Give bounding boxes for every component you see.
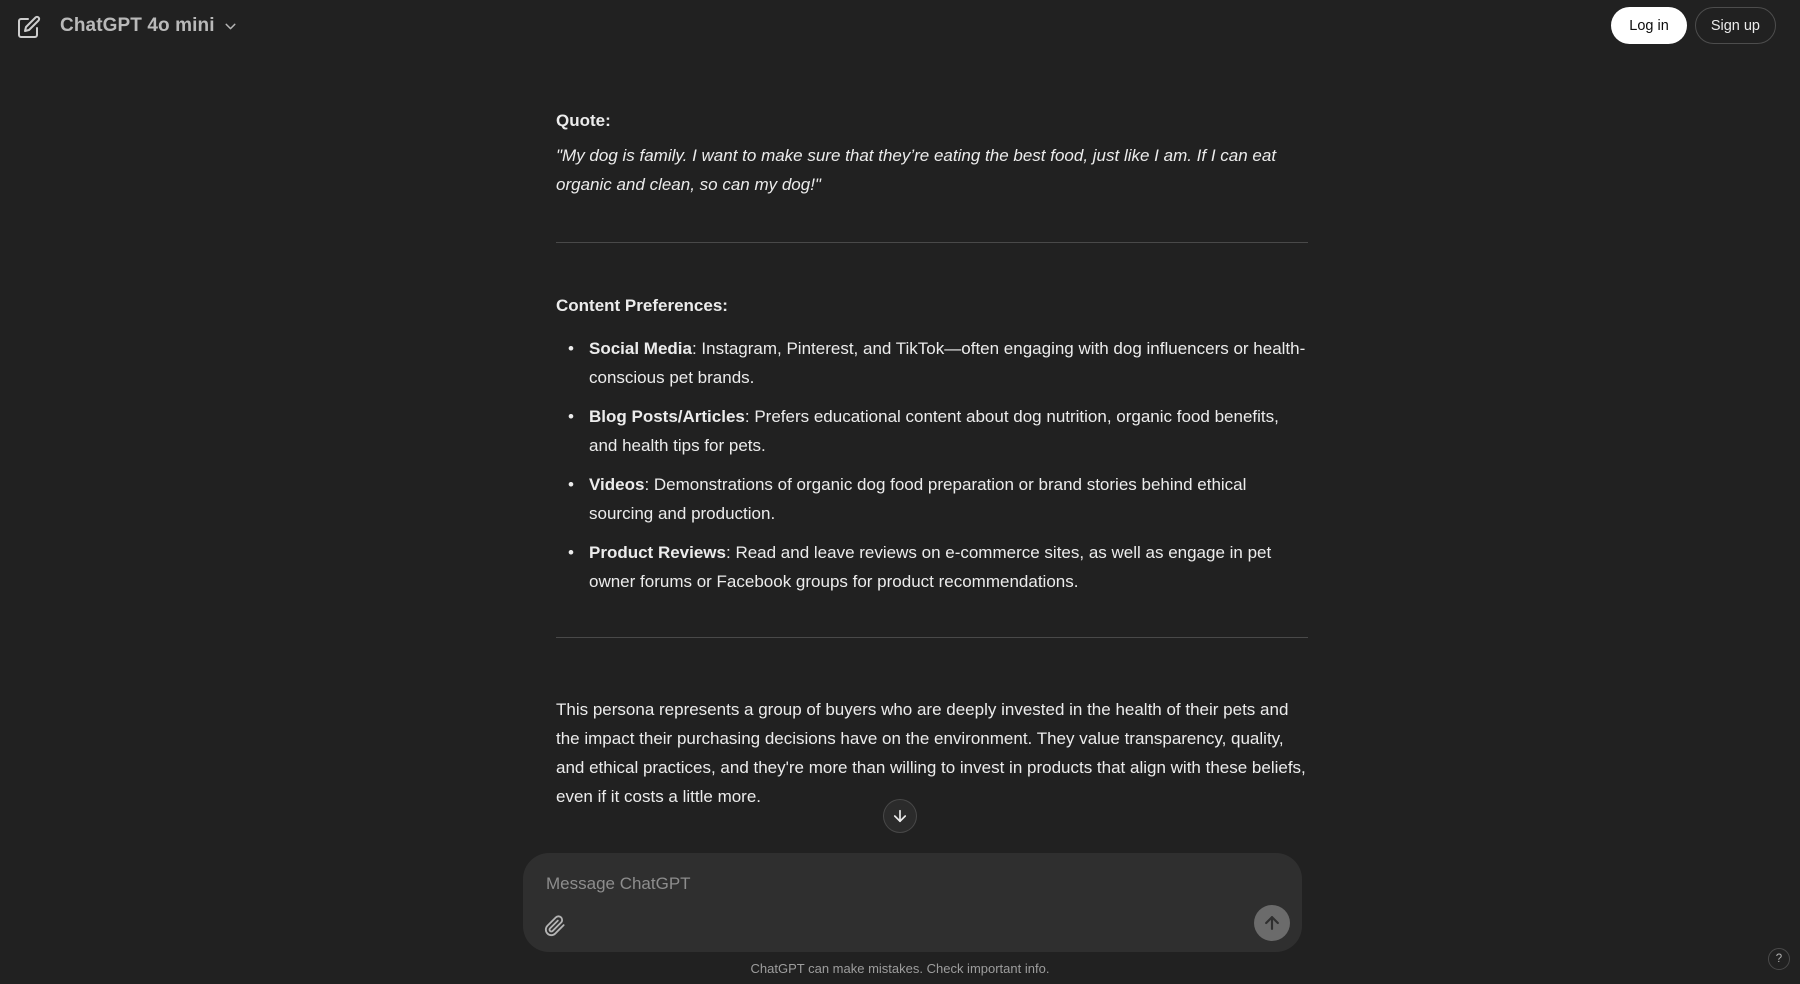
bullet-marker: • [568, 543, 574, 562]
bullet-marker: • [568, 407, 574, 426]
quote-heading: Quote: [556, 111, 611, 130]
signup-button[interactable]: Sign up [1695, 7, 1776, 44]
auth-buttons [1611, 7, 1776, 44]
list-item-label: Blog Posts/Articles [589, 407, 745, 426]
list-item-text: : Demonstrations of organic dog food preparation or brand stories behind ethical sourcing and production. [589, 475, 1247, 523]
paperclip-icon [544, 915, 566, 937]
new-chat-icon [17, 15, 41, 39]
message-composer [523, 853, 1302, 952]
send-arrow-icon [1262, 913, 1282, 933]
section-divider [556, 637, 1308, 638]
list-item-label: Videos [589, 475, 645, 494]
section-divider [556, 242, 1308, 243]
help-button[interactable] [1768, 948, 1790, 970]
list-item-label: Social Media [589, 339, 692, 358]
model-name: ChatGPT 4o mini [60, 15, 215, 36]
content-preferences-heading: Content Preferences: [556, 296, 728, 315]
quote-text: "My dog is family. I want to make sure that they’re eating the best food, just like I am. If I can eat organic and clean, so can my dog!" [556, 146, 1277, 194]
chevron-down-icon [222, 18, 239, 35]
model-switcher-button[interactable] [50, 7, 249, 45]
list-item-label: Product Reviews [589, 543, 726, 562]
new-chat-button[interactable] [12, 10, 46, 44]
attach-file-button[interactable] [540, 911, 570, 941]
bullet-marker: • [568, 475, 574, 494]
message-input[interactable] [546, 869, 1206, 899]
list-item [556, 334, 1308, 392]
top-bar [0, 0, 1800, 56]
list-item-text: : Read and leave reviews on e-commerce sites, as well as engage in pet owner forums or Facebook groups for product recommendations. [589, 543, 1272, 591]
list-item-text: : Instagram, Pinterest, and TikTok—often engaging with dog influencers or health-conscious pet brands. [589, 339, 1306, 387]
disclaimer-text: ChatGPT can make mistakes. Check important info. [750, 961, 1050, 976]
send-message-button[interactable] [1254, 905, 1290, 941]
list-item [556, 402, 1308, 460]
assistant-message [556, 106, 1308, 811]
scroll-to-bottom-button[interactable] [883, 799, 917, 833]
help-icon: ? [1775, 953, 1783, 965]
scroll-down-icon [891, 807, 909, 825]
summary-paragraph: This persona represents a group of buyers who are deeply invested in the health of their pets and the impact their purchasing decisions have on the environment. They value transparency, quality, and ethical practices, and they're more than willing to invest in products that align with these beliefs, even if it costs a little more. [556, 700, 1306, 806]
list-item [556, 470, 1308, 528]
list-item-text: : Prefers educational content about dog nutrition, organic food benefits, and health tips for pets. [589, 407, 1279, 455]
login-button[interactable]: Log in [1611, 7, 1687, 44]
bullet-marker: • [568, 339, 574, 358]
content-preferences-list [556, 334, 1308, 596]
list-item [556, 538, 1308, 596]
